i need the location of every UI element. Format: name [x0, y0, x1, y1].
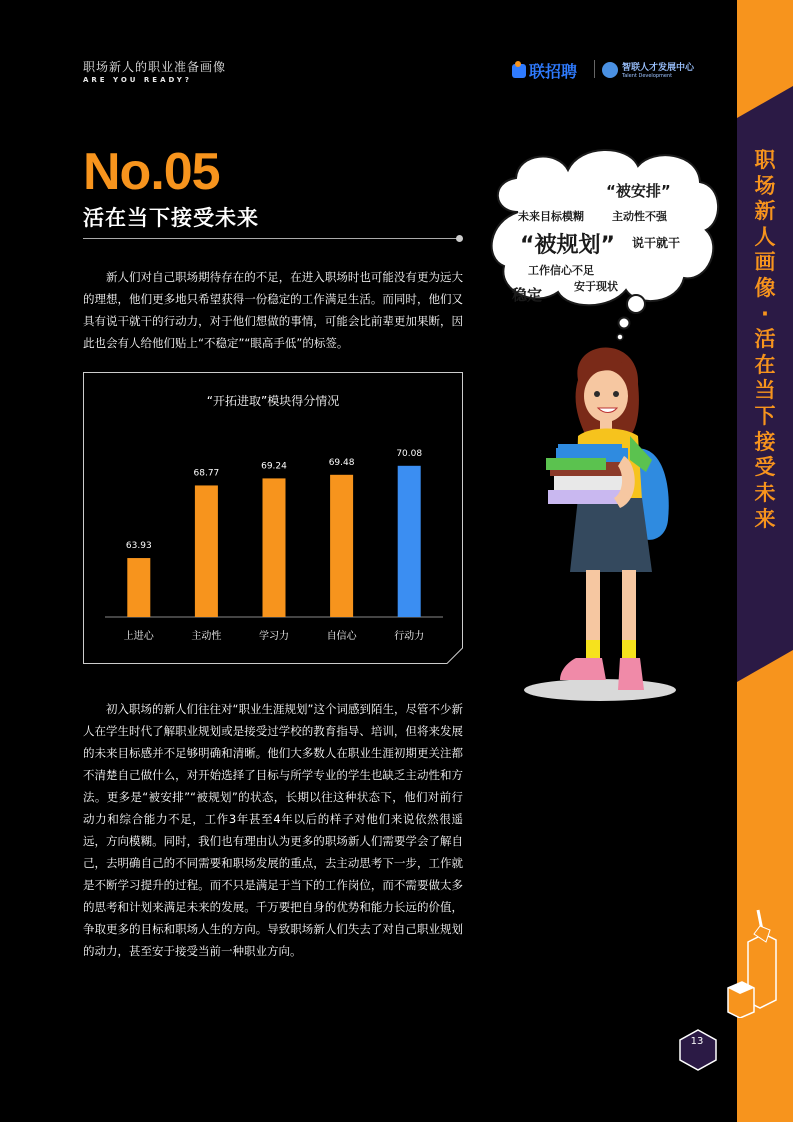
side-band-text: 职场新人画像·活在当下接受未来 — [754, 148, 776, 531]
keyword-low-initiative: 主动性不强 — [612, 210, 667, 223]
bar-0 — [127, 558, 150, 617]
bar-value-label-0: 63.93 — [125, 541, 152, 552]
category-label-1: 主动性 — [191, 631, 222, 642]
keyword-complacent: 安于现状 — [574, 280, 618, 293]
keyword-low-confidence: 工作信心不足 — [528, 264, 594, 277]
bar-2 — [263, 478, 286, 617]
bar-chart — [83, 372, 463, 664]
section-title: 活在当下接受未来 — [83, 206, 259, 230]
page-number-badge — [676, 1028, 720, 1072]
bar-1 — [195, 485, 218, 617]
title-rule-dot — [456, 235, 463, 242]
zhaopin-logo-icon — [512, 64, 526, 78]
decorative-blocks — [724, 908, 784, 1018]
bar-value-label-1: 68.77 — [193, 468, 220, 479]
body-paragraph: 初入职场的新人们往往对“职业生涯规划”这个词感到陌生，尽管不少新人在学生时代了解职业规划或是接受过学校的教育指导、培训，但将来发展的未来目标感并不足够明确和清晰。他们大多数人在职业生涯初期更关注都不清楚自己做什么，对开始选择了目标与所学专业的学生也缺乏主动性和方法。更多是“被安排”“被规划”的状态，长期以往这种状态下，他们对前行动力和综合能力不足，工作3年甚至4年以后的样子对他们来说依然很遥远，方向模糊。同时，我们也有理由认为更多的职场新人们需要学会了解自己，去明确自己的不同需要和职场发展的重点，去主动思考下一步，工作就是不断学习提升的过程。而不只是满足于当下的工作岗位，而不需要做太多的思考和计划来满足未来的发展。千万要把自身的优势和能力长远的价值，争取更多的目标和职场人生的方向。导致职场新人们失去了对自己职业规划的动力，甚至安于接受当前一种职业方向。 — [83, 702, 463, 958]
talent-center-logo-icon — [602, 62, 618, 78]
talent-center-logo-text: 智联人才发展中心 — [622, 63, 695, 73]
section-number: No.05 — [83, 143, 220, 201]
keyword-stable: 稳定 — [512, 286, 543, 304]
keyword-planned: “被规划” — [520, 233, 615, 258]
logo-divider — [594, 60, 595, 78]
thought-cloud — [488, 142, 723, 342]
keyword-vague-goals: 未来目标模糊 — [518, 210, 584, 223]
title-rule — [83, 238, 459, 239]
category-label-4: 行动力 — [394, 631, 425, 642]
category-label-2: 学习力 — [259, 631, 289, 642]
talent-center-logo — [602, 60, 694, 79]
intro-paragraph: 新人们对自己职场期待存在的不足，在进入职场时也可能没有更为远大的理想，他们更多地只希望获得一份稳定的工作满足生活。而同时，他们又具有说干就干的行动力，对于他们想做的事情，可能会比前辈更加果断，因此也会有人给他们贴上“不稳定”“眼高手低”的标签。 — [83, 270, 463, 350]
page-number: 13 — [690, 1036, 704, 1047]
bar-value-label-4: 70.08 — [396, 448, 423, 459]
header-subtitle: ARE YOU READY? — [83, 76, 192, 84]
zhaopin-logo — [512, 59, 577, 82]
header-title: 职场新人的职业准备画像 — [83, 60, 227, 74]
bar-4 — [398, 466, 421, 617]
zhaopin-logo-text: 联招聘 — [529, 62, 578, 81]
category-label-3: 自信心 — [326, 631, 357, 642]
keyword-act-fast: 说干就干 — [632, 236, 681, 250]
bar-value-label-2: 69.24 — [261, 461, 287, 472]
bar-3 — [330, 475, 353, 617]
keyword-arranged: “被安排” — [606, 182, 671, 200]
category-label-0: 上进心 — [123, 631, 154, 642]
student-illustration — [520, 340, 690, 710]
chart-title: “开拓进取”模块得分情况 — [206, 394, 340, 408]
bar-value-label-3: 69.48 — [328, 457, 355, 468]
talent-center-logo-en: Talent Development — [622, 73, 673, 79]
